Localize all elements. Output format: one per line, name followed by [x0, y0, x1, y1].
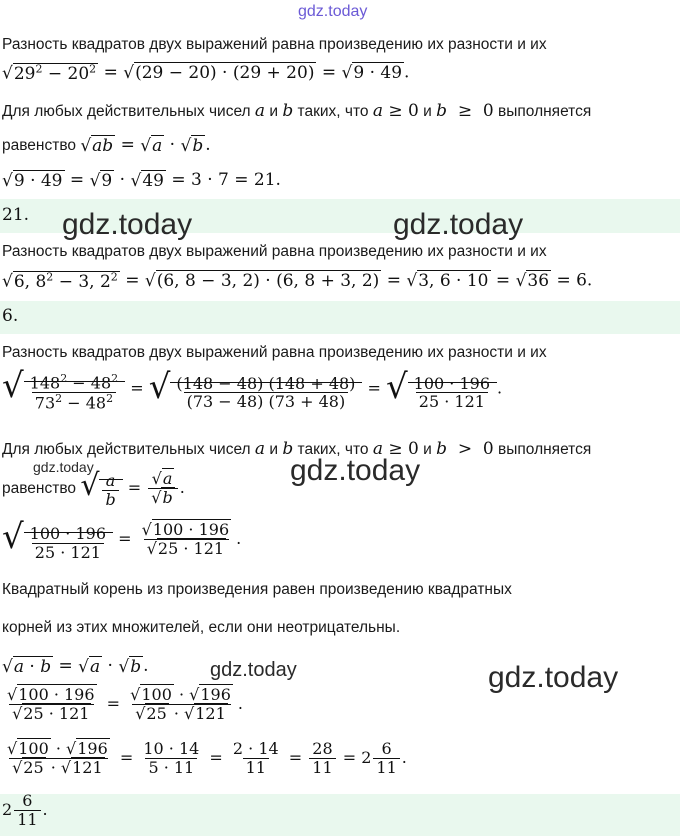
text-diff-squares-1: Разность квадратов двух выражений равна произведению их разности и их: [2, 36, 547, 53]
formula-line-8: $\frac{√100 \cdot √196}{√25 \cdot √121}$ = $\frac{10 \cdot 14}{5 \cdot 11}$ = $\frac{2 \cdot 14}{11}$ = $\frac{28}{11}$ = 2 $\frac{6}{11}$ .: [7, 739, 407, 777]
text-diff-squares-2: Разность квадратов двух выражений равна произведению их разности и их: [2, 243, 547, 260]
answer-3: 2 $\frac{6}{11}$ .: [2, 791, 48, 829]
text-for-any-reals-1: Для любых действительных чисел a и b таких, что a ≥ 0 и b ≥ 0 выполняется: [2, 101, 592, 121]
answer-2: 6.: [2, 306, 19, 326]
watermark-top: gdz.today: [298, 3, 368, 20]
watermark-3: gdz.today: [33, 459, 94, 475]
watermark-5: gdz.today: [210, 659, 297, 681]
text-diff-squares-3: Разность квадратов двух выражений равна произведению их разности и их: [2, 344, 547, 361]
watermark-1: gdz.today: [62, 208, 193, 241]
answer-band-2: [0, 301, 680, 334]
answer-1: 21.: [2, 205, 30, 225]
formula-line-2: √9 · 49 = √9 · √49 = 3 · 7 = 21.: [2, 170, 281, 191]
watermark-6: gdz.today: [488, 661, 619, 694]
text-equality-1: равенство √ab = √a · √b .: [2, 135, 211, 156]
text-for-any-reals-2: Для любых действительных чисел a и b таких, что a ≥ 0 и b > 0 выполняется: [2, 439, 592, 459]
formula-line-3: √6, $8^2 - 3$, $2^2 = √(6$, 8 − 3, 2) · (6, 8 + 3, 2) = √3, 6 · 10 = √36 = 6.: [2, 270, 593, 292]
answer-3-den: 11: [14, 810, 40, 829]
formula-line-5: √ $\frac{100 \cdot 196}{25 \cdot 121}$ = $\frac{√100 \cdot 196}{√25 \cdot 121}$ .: [2, 517, 242, 562]
watermark-2: gdz.today: [393, 208, 524, 241]
formula-line-4: √ $\frac{148^2 - 48^2}{73^2 - 48^2}$ = √ $\frac{(148 - 48) (148 + 48)}{(73 - 48) (73 + 48)}$ = √ $\frac{100 \cdot 196}{25 \cdot 121}$ .: [2, 366, 503, 412]
answer-3-num: 6: [22, 791, 33, 810]
formula-line-7: $\frac{√100 \cdot 196}{√25 \cdot 121}$ = $\frac{√100 \cdot √196}{√25 \cdot √121}$ .: [7, 685, 243, 723]
text-root-product-2: корней из этих множителей, если они неотрицательны.: [2, 619, 401, 636]
text-equality-2: равенство √ $\frac{a}{b}$ = $\frac{√a}{√b}$ .: [2, 468, 185, 509]
formula-line-6: √a · b = √a · √b .: [2, 656, 149, 677]
formula-line-1: $√29^2 - 20^2 = √(29 - 20) \cdot (29 + 20) = √9 \cdot 49$ .: [2, 62, 410, 84]
answer-band-3: [0, 791, 680, 836]
watermark-4: gdz.today: [290, 454, 421, 487]
text-root-product-1: Квадратный корень из произведения равен произведению квадратных: [2, 581, 512, 598]
